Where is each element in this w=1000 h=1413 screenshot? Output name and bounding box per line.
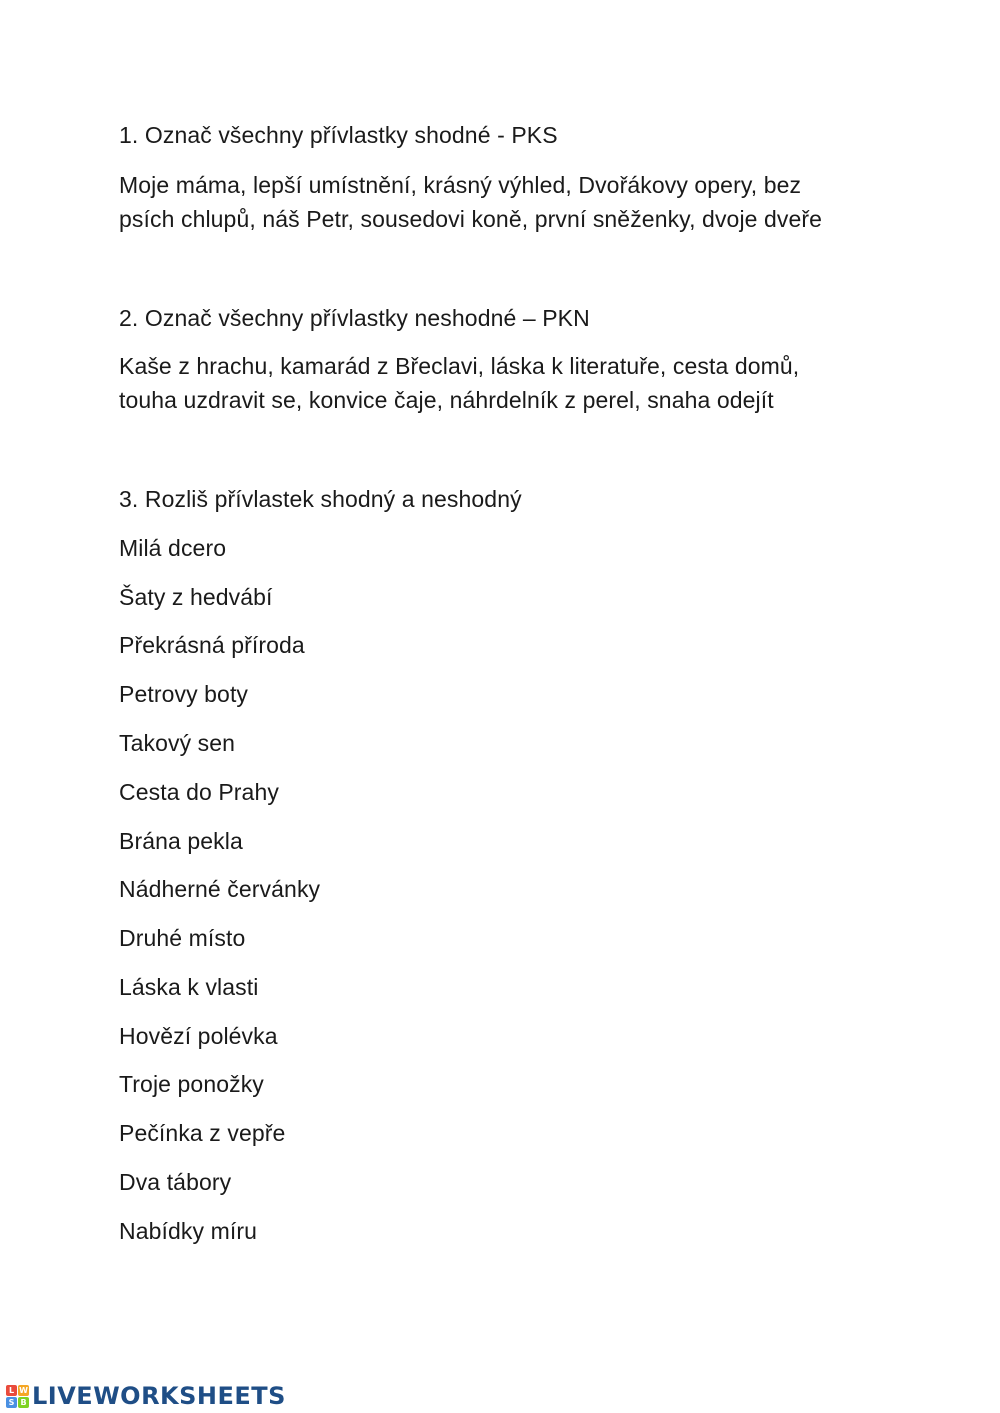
- exercise-3-item: Petrovy boty: [119, 681, 249, 707]
- exercise-3-item: Překrásná příroda: [119, 632, 305, 658]
- exercise-1-line: Moje máma, lepší umístnění, krásný výhled, Dvořákovy opery, bez: [119, 172, 802, 198]
- logo-text: LIVEWORKSHEETS: [32, 1382, 286, 1410]
- exercise-3-item: Nádherné červánky: [119, 876, 321, 902]
- exercise-1-title: 1. Označ všechny přívlastky shodné - PKS: [119, 122, 558, 148]
- liveworksheets-logo: [6, 1380, 286, 1412]
- exercise-3-item: Hovězí polévka: [119, 1023, 278, 1049]
- exercise-3-item: Druhé místo: [119, 925, 246, 951]
- exercise-3-item: Milá dcero: [119, 535, 227, 561]
- exercise-2-line: touha uzdravit se, konvice čaje, náhrdelník z perel, snaha odejít: [119, 387, 774, 413]
- exercise-2-title: 2. Označ všechny přívlastky neshodné – PKN: [119, 305, 590, 331]
- exercise-3-item: Nabídky míru: [119, 1218, 257, 1244]
- logo-mark-icon: [6, 1385, 29, 1408]
- exercise-3-item: Pečínka z vepře: [119, 1120, 286, 1146]
- exercise-3-item: Brána pekla: [119, 828, 243, 854]
- exercise-2-text: [119, 349, 879, 417]
- logo-mark-tile: S: [6, 1397, 17, 1408]
- logo-mark-tile: L: [6, 1385, 17, 1396]
- exercise-3-item: Láska k vlasti: [119, 974, 259, 1000]
- exercise-3-item: Šaty z hedvábí: [119, 584, 273, 610]
- logo-mark-tile: W: [19, 1385, 28, 1395]
- logo-mark-tile: B: [18, 1397, 29, 1408]
- exercise-3-item: Dva tábory: [119, 1169, 232, 1195]
- exercise-2-line: Kaše z hrachu, kamarád z Břeclavi, láska k literatuře, cesta domů,: [119, 353, 800, 379]
- exercise-3-item: Cesta do Prahy: [119, 779, 279, 805]
- exercise-1-text: [119, 168, 879, 236]
- exercise-3-item: Takový sen: [119, 730, 236, 756]
- exercise-3-title: 3. Rozliš přívlastek shodný a neshodný: [119, 486, 522, 512]
- exercise-3-item: Troje ponožky: [119, 1071, 264, 1097]
- exercise-1-line: psích chlupů, náš Petr, sousedovi koně, první sněženky, dvoje dveře: [119, 206, 823, 232]
